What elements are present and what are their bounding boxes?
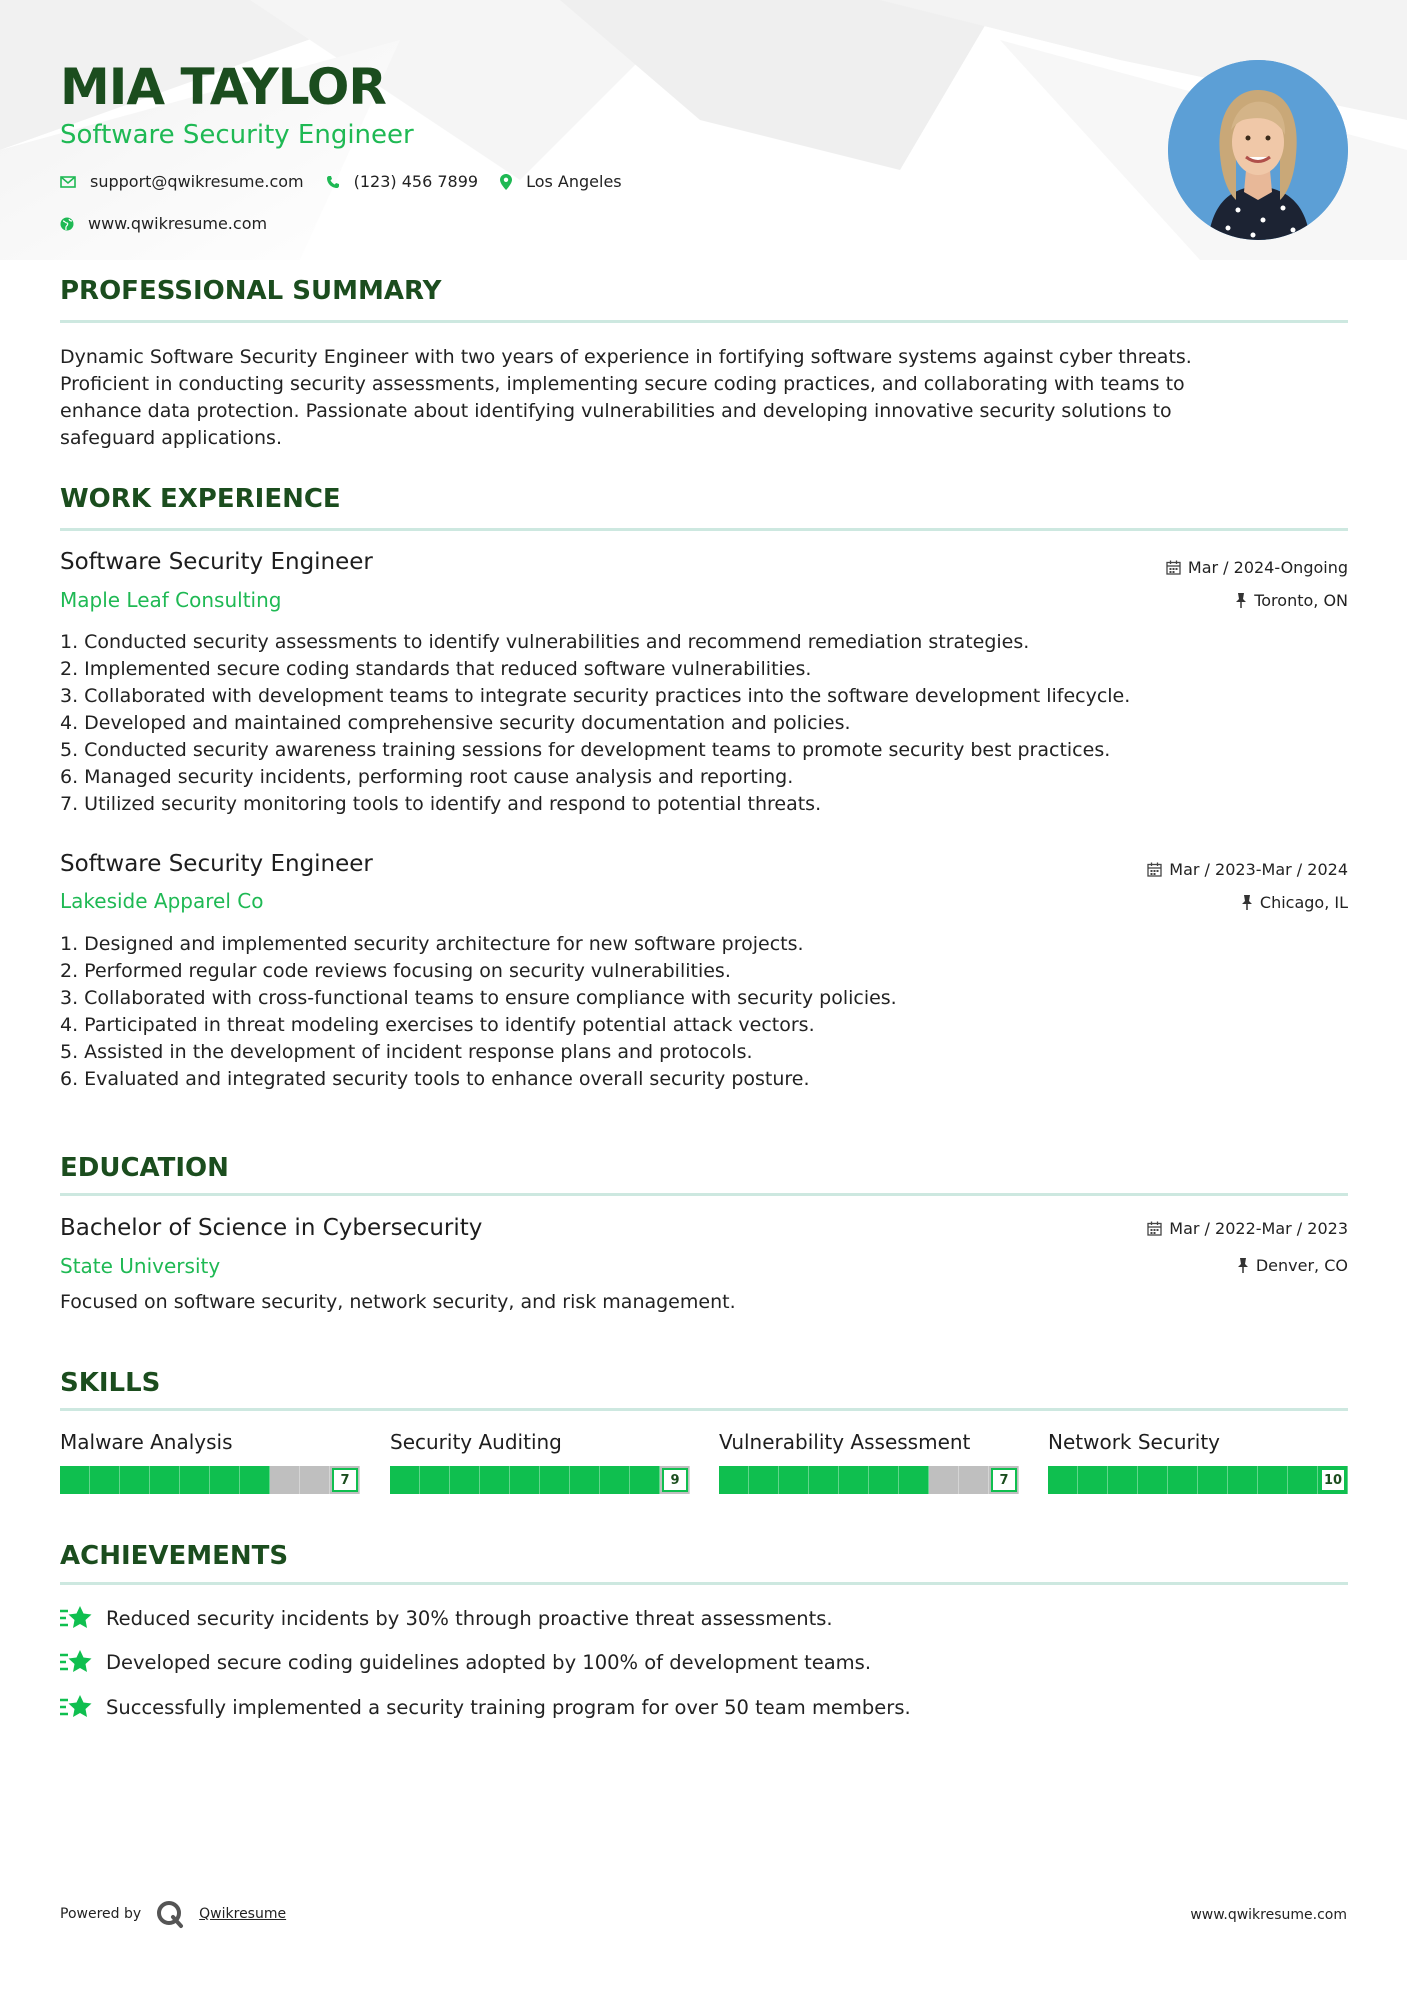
footer-website[interactable]: www.qwikresume.com	[1190, 1907, 1347, 1923]
calendar-icon	[1147, 1221, 1162, 1236]
envelope-icon	[60, 176, 76, 188]
summary-line: enhance data protection. Passionate about identifying vulnerabilities and developing innovative security solutions to	[60, 400, 1172, 422]
skill-bar-segment	[240, 1466, 270, 1494]
experience-heading: WORK EXPERIENCE	[60, 484, 341, 514]
profile-photo	[1168, 60, 1348, 240]
skill-bar-segment	[180, 1466, 210, 1494]
skill-bar	[60, 1466, 360, 1494]
achievement-item	[60, 1605, 833, 1631]
skill-bar-segment	[570, 1466, 600, 1494]
contact-row	[60, 172, 644, 191]
job-location	[1241, 893, 1348, 912]
skill-level: 9	[662, 1468, 688, 1492]
education-heading: EDUCATION	[60, 1153, 229, 1183]
skill-bar-segment	[929, 1466, 959, 1494]
candidate-title: Software Security Engineer	[60, 120, 414, 150]
pushpin-icon	[1237, 1258, 1249, 1273]
summary-line: Dynamic Software Security Engineer with two years of experience in fortifying software systems against cyber threats.	[60, 346, 1192, 368]
skill-bar-segment	[719, 1466, 749, 1494]
skills-divider	[60, 1408, 1348, 1411]
location-item	[500, 172, 622, 191]
calendar-icon	[1166, 560, 1181, 575]
skill-bar	[390, 1466, 690, 1494]
email-item[interactable]	[60, 172, 304, 191]
skill-bar-segment	[60, 1466, 90, 1494]
list-item: 1. Designed and implemented security architecture for new software projects.	[60, 933, 804, 955]
skill-bar	[719, 1466, 1019, 1494]
list-item: 5. Conducted security awareness training sessions for development teams to promote security best practices.	[60, 739, 1111, 761]
summary-line: Proficient in conducting security assessments, implementing secure coding practices, and collaborating with teams to	[60, 373, 1185, 395]
experience-divider	[60, 528, 1348, 531]
education-divider	[60, 1193, 1348, 1196]
footer-powered-by	[60, 1899, 286, 1929]
job-dates-text: Mar / 2024-Ongoing	[1187, 558, 1348, 577]
website-item[interactable]	[60, 214, 267, 233]
skill-bar-segment	[1288, 1466, 1318, 1494]
location-text: Los Angeles	[526, 172, 622, 191]
pushpin-icon	[1235, 593, 1247, 608]
skill-bar-segment	[1108, 1466, 1138, 1494]
skill-bar	[1048, 1466, 1348, 1494]
qwikresume-logo-icon	[155, 1899, 185, 1929]
list-item: 2. Implemented secure coding standards that reduced software vulnerabilities.	[60, 658, 812, 680]
map-pin-icon	[500, 174, 512, 190]
skill-bar-segment	[600, 1466, 630, 1494]
job-location-text: Toronto, ON	[1254, 591, 1348, 610]
summary-divider	[60, 320, 1348, 323]
skill-name: Vulnerability Assessment	[719, 1430, 971, 1454]
achievement-item	[60, 1694, 911, 1720]
achievements-divider	[60, 1582, 1348, 1585]
job-bullets	[60, 629, 1348, 818]
skill-bar-segment	[1198, 1466, 1228, 1494]
skill-bar-segment	[1258, 1466, 1288, 1494]
job-dates	[1147, 860, 1348, 879]
summary-heading: PROFESSIONAL SUMMARY	[60, 276, 442, 306]
website-text: www.qwikresume.com	[88, 214, 268, 233]
skill-name: Malware Analysis	[60, 1430, 233, 1454]
skill-name: Security Auditing	[390, 1430, 562, 1454]
skill-bar-segment	[1048, 1466, 1078, 1494]
skill-bar-segment	[540, 1466, 570, 1494]
skill-item	[390, 1430, 690, 1494]
skill-item	[60, 1430, 360, 1494]
skill-bar-segment	[839, 1466, 869, 1494]
job-location-text: Chicago, IL	[1259, 893, 1348, 912]
skill-bar-segment	[480, 1466, 510, 1494]
skill-bar-segment	[270, 1466, 300, 1494]
list-item: 4. Participated in threat modeling exercises to identify potential attack vectors.	[60, 1014, 815, 1036]
skill-bar-segment	[150, 1466, 180, 1494]
job-company: Maple Leaf Consulting	[60, 588, 282, 612]
phone-item[interactable]	[326, 172, 478, 191]
star-icon	[60, 1649, 92, 1675]
star-icon	[60, 1694, 92, 1720]
calendar-icon	[1147, 862, 1162, 877]
skill-bar-segment	[809, 1466, 839, 1494]
education-dates	[1147, 1219, 1348, 1238]
summary-line: safeguard applications.	[60, 427, 282, 449]
education-location-text: Denver, CO	[1255, 1256, 1348, 1275]
candidate-name: MIA TAYLOR	[60, 58, 386, 116]
list-item: 4. Developed and maintained comprehensive security documentation and policies.	[60, 712, 851, 734]
globe-icon	[60, 217, 74, 231]
skill-bar-segment	[869, 1466, 899, 1494]
education-location	[1237, 1256, 1348, 1275]
qwikresume-link[interactable]: Qwikresume	[199, 1906, 287, 1922]
list-item: 6. Evaluated and integrated security tools to enhance overall security posture.	[60, 1068, 810, 1090]
education-school: State University	[60, 1254, 221, 1278]
job-bullets	[60, 931, 1348, 1093]
skill-name: Network Security	[1048, 1430, 1220, 1454]
skill-level: 7	[991, 1468, 1017, 1492]
powered-by-label: Powered by	[60, 1906, 142, 1922]
skill-bar-segment	[749, 1466, 779, 1494]
phone-icon	[326, 175, 340, 189]
education-degree: Bachelor of Science in Cybersecurity	[60, 1215, 483, 1241]
skill-bar-segment	[210, 1466, 240, 1494]
pushpin-icon	[1241, 895, 1253, 910]
job-dates	[1166, 558, 1348, 577]
star-icon	[60, 1605, 92, 1631]
website-row	[60, 214, 289, 233]
job-dates-text: Mar / 2023-Mar / 2024	[1169, 860, 1348, 879]
skill-bar-segment	[390, 1466, 420, 1494]
skill-level: 10	[1320, 1468, 1346, 1492]
skill-bar-segment	[959, 1466, 989, 1494]
job-title: Software Security Engineer	[60, 549, 373, 575]
skill-bar-segment	[779, 1466, 809, 1494]
skill-bar-segment	[1078, 1466, 1108, 1494]
skill-bar-segment	[450, 1466, 480, 1494]
skill-bar-segment	[510, 1466, 540, 1494]
job-location	[1235, 591, 1348, 610]
job-title: Software Security Engineer	[60, 851, 373, 877]
skill-bar-segment	[899, 1466, 929, 1494]
summary-text	[60, 344, 1348, 452]
skill-bar-segment	[90, 1466, 120, 1494]
list-item: 1. Conducted security assessments to identify vulnerabilities and recommend remediation strategies.	[60, 631, 1030, 653]
email-text: support@qwikresume.com	[90, 172, 304, 191]
list-item: 7. Utilized security monitoring tools to identify and respond to potential threats.	[60, 793, 822, 815]
skill-bar-segment	[300, 1466, 330, 1494]
achievement-text: Successfully implemented a security training program for over 50 team members.	[106, 1695, 911, 1719]
phone-text: (123) 456 7899	[353, 172, 479, 191]
skill-bar-segment	[1138, 1466, 1168, 1494]
skill-item	[1048, 1430, 1348, 1494]
list-item: 6. Managed security incidents, performing root cause analysis and reporting.	[60, 766, 794, 788]
skill-bar-segment	[1168, 1466, 1198, 1494]
list-item: 3. Collaborated with cross-functional teams to ensure compliance with security policies.	[60, 987, 897, 1009]
achievement-text: Reduced security incidents by 30% through proactive threat assessments.	[106, 1606, 833, 1630]
skill-bar-segment	[1228, 1466, 1258, 1494]
skill-level: 7	[332, 1468, 358, 1492]
achievement-text: Developed secure coding guidelines adopted by 100% of development teams.	[106, 1650, 872, 1674]
education-description: Focused on software security, network security, and risk management.	[60, 1291, 736, 1313]
profile-photo-image	[1168, 60, 1348, 240]
list-item: 5. Assisted in the development of incident response plans and protocols.	[60, 1041, 753, 1063]
skill-bar-segment	[420, 1466, 450, 1494]
skill-item	[719, 1430, 1019, 1494]
skill-bar-segment	[630, 1466, 660, 1494]
list-item: 2. Performed regular code reviews focusing on security vulnerabilities.	[60, 960, 731, 982]
skill-bar-segment	[120, 1466, 150, 1494]
skills-heading: SKILLS	[60, 1368, 161, 1398]
education-dates-text: Mar / 2022-Mar / 2023	[1169, 1219, 1348, 1238]
achievements-heading: ACHIEVEMENTS	[60, 1541, 289, 1571]
list-item: 3. Collaborated with development teams to integrate security practices into the software development lifecycle.	[60, 685, 1131, 707]
job-company: Lakeside Apparel Co	[60, 889, 264, 913]
achievement-item	[60, 1649, 871, 1675]
